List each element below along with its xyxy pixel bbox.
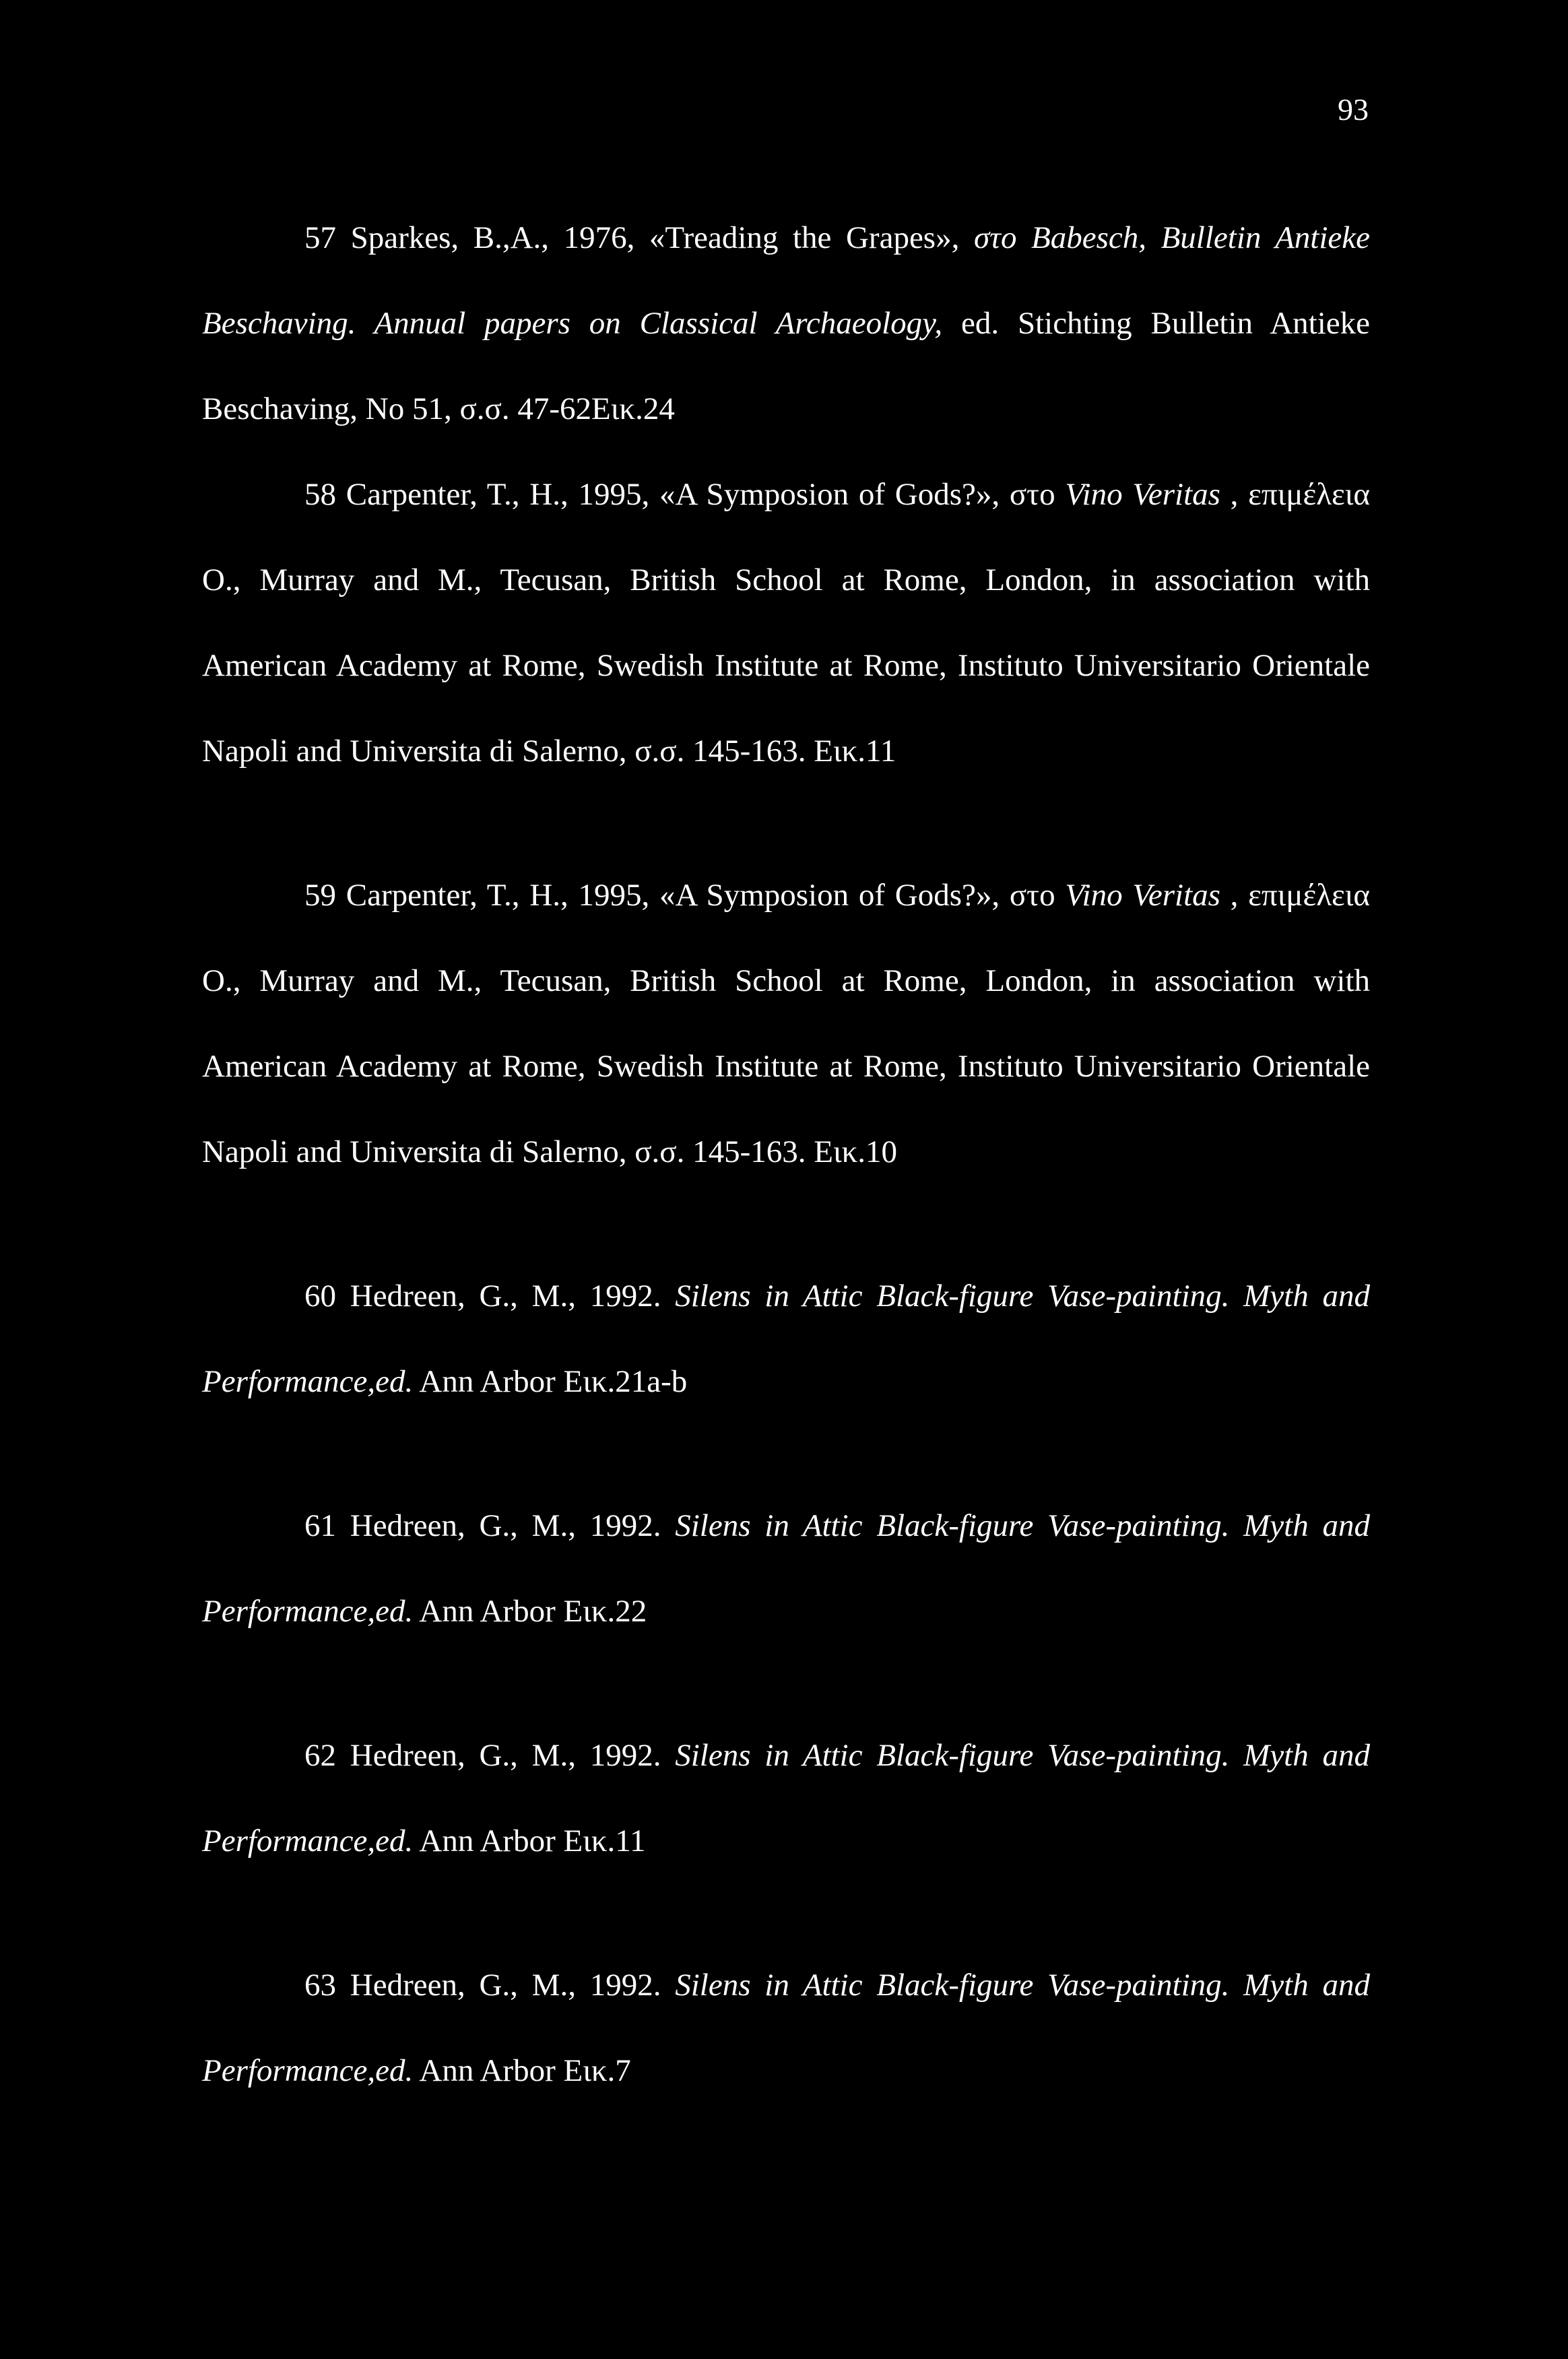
reference-text: Hedreen, G., M., 1992. xyxy=(350,1738,676,1773)
reference-number: 59 xyxy=(304,878,336,913)
reference-text: Ann Arbor Εικ.11 xyxy=(413,1823,646,1859)
reference-number: 63 xyxy=(304,1968,336,2003)
reference-list xyxy=(202,195,1370,2114)
reference-entry xyxy=(202,1483,1370,1654)
reference-title-italic: Silens in Attic Black-figure Vase-painting. Myth and Performance,ed. xyxy=(202,1279,1370,1399)
reference-text: , επιμέλεια O., Murray and M., Tecusan, British School at Rome, London, in association with American Academy at Rome, Swedish Institute at Rome, Instituto Universitario Orientale Napoli and Universita di Salerno, σ.σ. 145-163. Εικ.10 xyxy=(202,878,1371,1169)
reference-number: 60 xyxy=(304,1279,336,1314)
reference-entry xyxy=(202,1713,1370,1884)
reference-number: 57 xyxy=(304,220,336,255)
reference-text: Carpenter, T., H., 1995, «A Symposion of Gods?», στο xyxy=(346,477,1066,512)
reference-text: Hedreen, G., M., 1992. xyxy=(350,1508,676,1543)
reference-title-italic: Silens in Attic Black-figure Vase-painting. Myth and Performance,ed. xyxy=(202,1738,1370,1859)
reference-text: Carpenter, T., H., 1995, «A Symposion of Gods?», στο xyxy=(346,878,1066,913)
reference-text: Hedreen, G., M., 1992. xyxy=(350,1279,676,1314)
reference-number: 58 xyxy=(304,477,336,512)
reference-text: , επιμέλεια O., Murray and M., Tecusan, British School at Rome, London, in association with American Academy at Rome, Swedish Institute at Rome, Instituto Universitario Orientale Napoli and Universita di Salerno, σ.σ. 145-163. Εικ.11 xyxy=(202,477,1371,769)
reference-entry xyxy=(202,1254,1370,1425)
reference-title-italic: Silens in Attic Black-figure Vase-painting. Myth and Performance,ed. xyxy=(202,1508,1370,1629)
reference-entry xyxy=(202,853,1370,1195)
reference-number: 61 xyxy=(304,1508,336,1543)
reference-entry xyxy=(202,1943,1370,2114)
page-number: 93 xyxy=(1338,92,1369,127)
reference-title-italic: Vino Veritas xyxy=(1065,878,1220,913)
reference-entry xyxy=(202,195,1370,452)
reference-number: 62 xyxy=(304,1738,336,1773)
reference-text: Sparkes, B.,A., 1976, «Treading the Grapes», xyxy=(350,220,974,255)
reference-text: Hedreen, G., M., 1992. xyxy=(350,1968,676,2003)
reference-text: Ann Arbor Εικ.21a-b xyxy=(413,1364,688,1399)
reference-title-italic: στο Babesch, Bulletin Antieke Beschaving. Annual papers on Classical Archaeology, xyxy=(202,220,1371,341)
reference-text: Ann Arbor Εικ.7 xyxy=(413,2053,631,2088)
reference-title-italic: Silens in Attic Black-figure Vase-painting. Myth and Performance,ed. xyxy=(202,1968,1370,2088)
reference-title-italic: Vino Veritas xyxy=(1065,477,1220,512)
reference-entry xyxy=(202,452,1370,794)
reference-text: Ann Arbor Εικ.22 xyxy=(413,1594,647,1629)
reference-text: ed. Stichting Bulletin Antieke Beschaving, No 51, σ.σ. 47-62Εικ.24 xyxy=(202,306,1370,426)
